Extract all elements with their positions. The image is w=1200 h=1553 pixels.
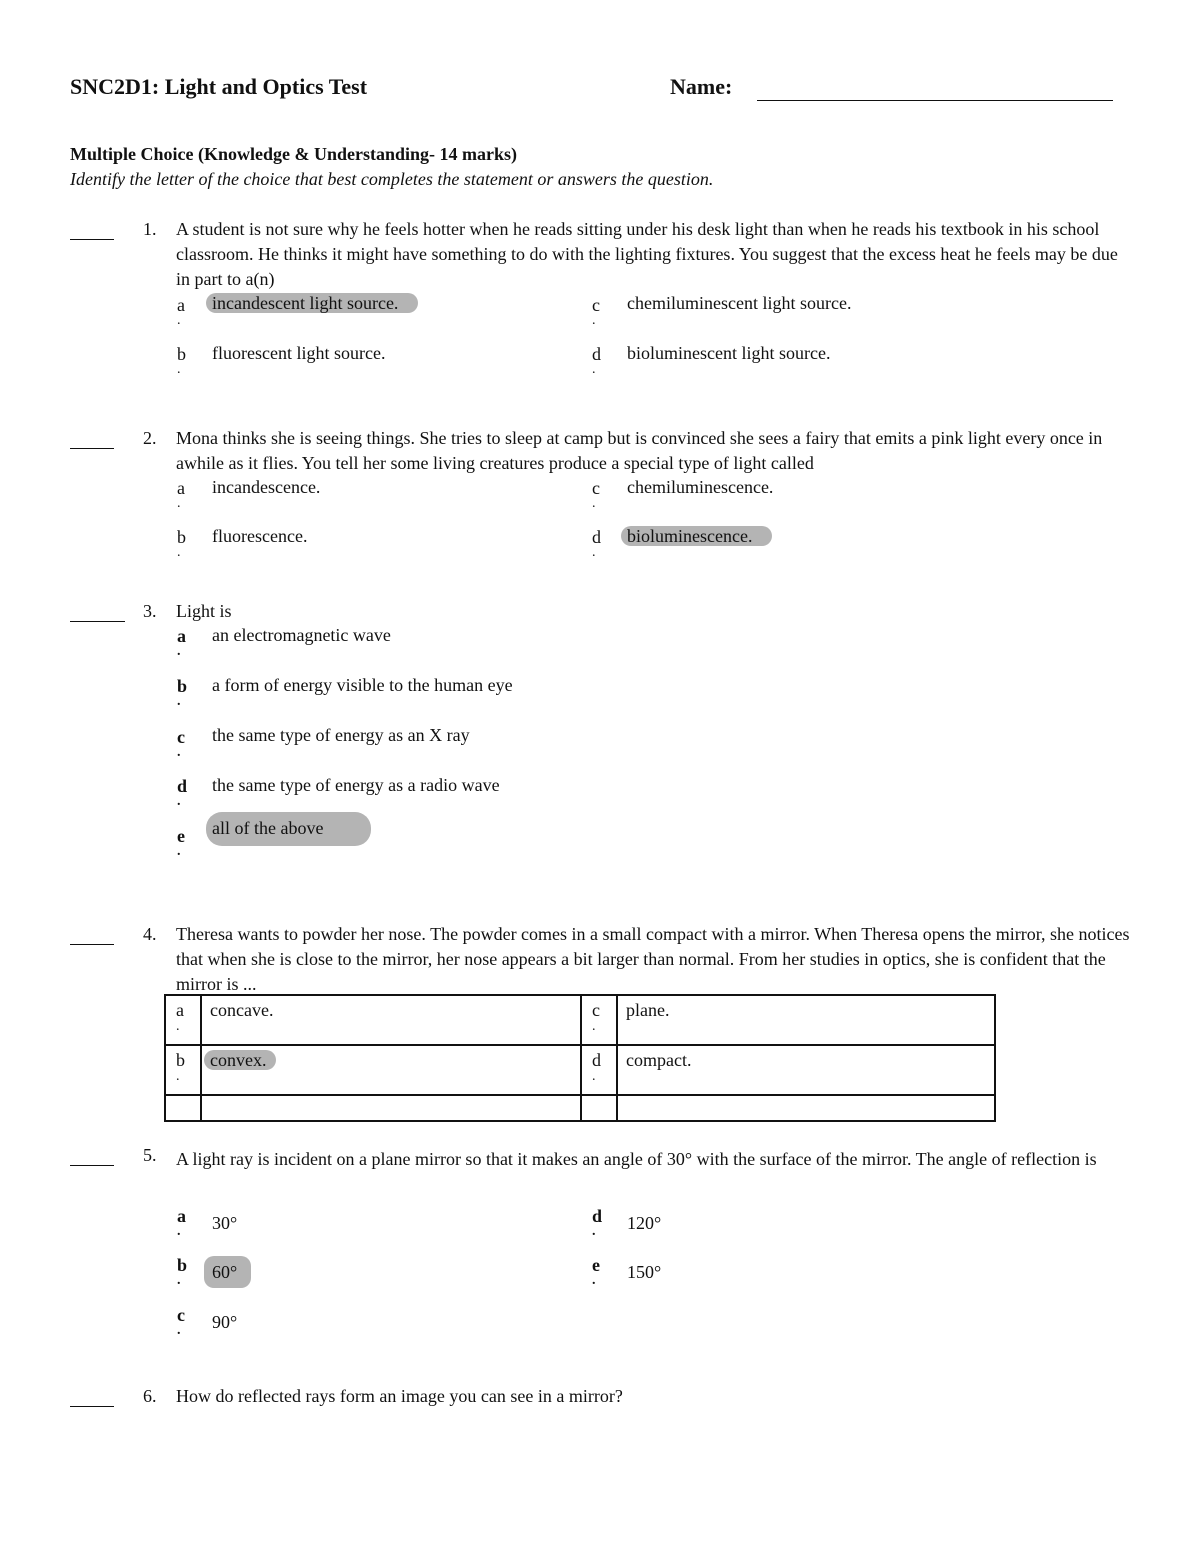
question-number: 6.: [143, 1386, 157, 1406]
question-stem: Light is: [176, 601, 232, 621]
option-letter: d .: [581, 1045, 617, 1095]
question-stem: How do reflected rays form an image you can see in a mirror?: [176, 1386, 623, 1406]
option-letter: a .: [177, 626, 186, 659]
option-c-text[interactable]: chemiluminescent light source.: [627, 293, 852, 313]
answer-blank-q6[interactable]: [70, 1406, 114, 1407]
option-letter: a .: [177, 1206, 186, 1239]
answer-highlight: convex.: [204, 1050, 276, 1070]
option-c-text[interactable]: chemiluminescence.: [627, 477, 774, 497]
option-letter: a .: [177, 478, 185, 511]
answer-blank-q5[interactable]: [70, 1165, 114, 1166]
name-label: Name:: [670, 74, 733, 99]
answer-blank-q1[interactable]: [70, 239, 114, 240]
option-letter: c .: [581, 995, 617, 1045]
option-letter: b .: [177, 1255, 188, 1288]
option-d-text[interactable]: [627, 526, 772, 547]
answer-highlight: 60°: [204, 1256, 251, 1288]
option-d-text[interactable]: 120°: [627, 1213, 662, 1233]
option-a-text[interactable]: 30°: [212, 1213, 238, 1233]
option-letter: c .: [592, 295, 600, 328]
option-letter: b .: [177, 527, 186, 560]
option-letter: d .: [592, 527, 601, 560]
option-letter: a .: [165, 995, 201, 1045]
option-letter: d .: [592, 344, 601, 377]
answer-blank-q3[interactable]: [70, 621, 125, 622]
option-letter: b .: [177, 344, 186, 377]
option-letter: c .: [177, 727, 185, 760]
option-letter: c .: [177, 1305, 185, 1338]
question-number: 3.: [143, 601, 157, 621]
answer-blank-q4[interactable]: [70, 944, 114, 945]
option-letter: b .: [177, 676, 188, 709]
option-c-text[interactable]: 90°: [212, 1312, 238, 1332]
question-stem: Mona thinks she is seeing things. She tries to sleep at camp but is convinced she sees a fairy that emits a pink light every once in awhile as it flies. You tell her some living creatures produce a special type of light called: [176, 428, 1103, 473]
answer-highlight: bioluminescence.: [621, 526, 772, 546]
option-b-text[interactable]: [212, 1262, 251, 1283]
option-b-text[interactable]: fluorescence.: [212, 526, 308, 546]
table-cell: [581, 1095, 617, 1121]
question-number: 1.: [143, 219, 157, 239]
option-a-text[interactable]: an electromagnetic wave: [212, 625, 391, 645]
option-letter: c .: [592, 478, 600, 511]
option-e-text[interactable]: [212, 818, 371, 839]
option-d-text[interactable]: bioluminescent light source.: [627, 343, 831, 363]
name-field[interactable]: [757, 100, 1113, 101]
option-b-text[interactable]: fluorescent light source.: [212, 343, 386, 363]
question-stem: Theresa wants to powder her nose. The powder comes in a small compact with a mirror. When Theresa opens the mirror, she notices that when she is close to the mirror, her nose appears a bit larger than normal. From her studies in optics, she is confident that the mirror is ...: [176, 924, 1130, 994]
answer-highlight: all of the above: [206, 812, 371, 846]
option-c-text[interactable]: plane.: [617, 995, 995, 1045]
option-b-text[interactable]: [201, 1045, 581, 1095]
question-number: 4.: [143, 924, 157, 944]
table-cell: [201, 1095, 581, 1121]
question-number: 2.: [143, 428, 157, 448]
option-c-text[interactable]: the same type of energy as an X ray: [212, 725, 470, 745]
option-letter: d .: [177, 776, 188, 809]
option-e-text[interactable]: 150°: [627, 1262, 662, 1282]
question-number: 5.: [143, 1145, 157, 1165]
option-d-text[interactable]: the same type of energy as a radio wave: [212, 775, 500, 795]
page-title: SNC2D1: Light and Optics Test: [70, 74, 368, 99]
answer-blank-q2[interactable]: [70, 448, 114, 449]
table-cell: [165, 1095, 201, 1121]
section-instructions: Identify the letter of the choice that best completes the statement or answers the question.: [70, 169, 714, 189]
option-a-text[interactable]: concave.: [201, 995, 581, 1045]
option-a-text[interactable]: [212, 293, 418, 314]
option-letter: d .: [592, 1206, 603, 1239]
table-cell: [617, 1095, 995, 1121]
option-a-text[interactable]: incandescence.: [212, 477, 321, 497]
option-letter: e .: [177, 826, 185, 859]
option-letter: e .: [592, 1255, 600, 1288]
option-b-text[interactable]: a form of energy visible to the human eye: [212, 675, 513, 695]
option-letter: b .: [165, 1045, 201, 1095]
question-stem: A student is not sure why he feels hotter when he reads sitting under his desk light than when he reads his textbook in his school classroom. He thinks it might have something to do with the lighting fixtures. You suggest that the excess heat he feels may be due in part to a(n): [176, 219, 1118, 289]
section-heading: Multiple Choice (Knowledge & Understanding- 14 marks): [70, 144, 517, 164]
answer-highlight: incandescent light source.: [206, 293, 418, 313]
option-d-text[interactable]: compact.: [617, 1045, 995, 1095]
question-stem: A light ray is incident on a plane mirror so that it makes an angle of 30° with the surface of the mirror. The angle of reflection is: [176, 1149, 1097, 1169]
options-table: [164, 994, 996, 1122]
option-letter: a .: [177, 295, 185, 328]
